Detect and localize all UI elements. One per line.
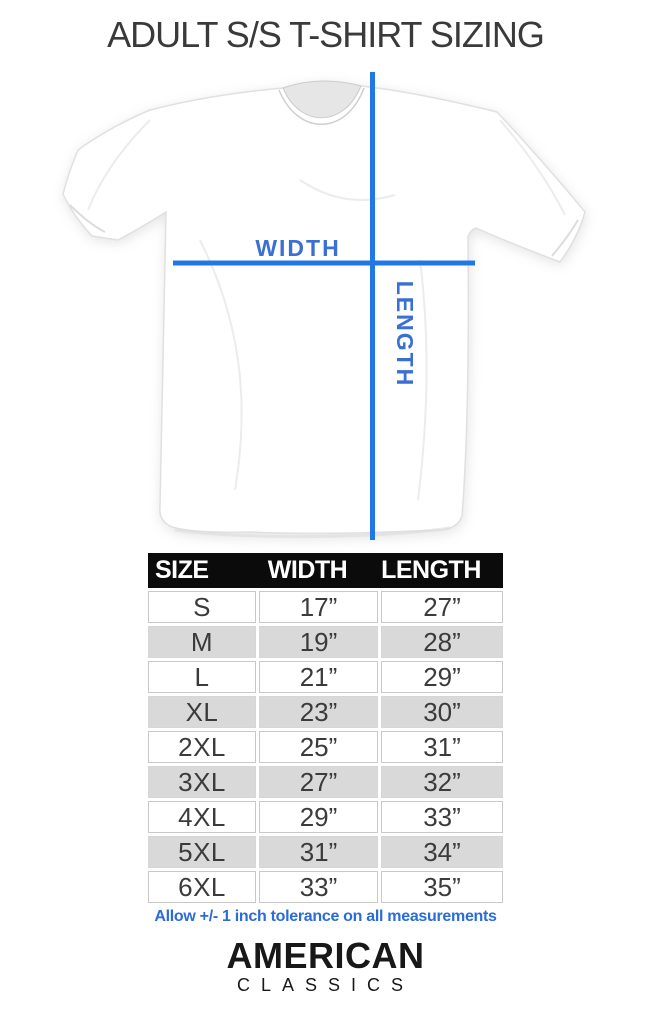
brand-name-american: AMERICAN — [226, 935, 425, 976]
length-cell: 27” — [381, 591, 503, 623]
tolerance-note: Allow +/- 1 inch tolerance on all measurements — [154, 908, 497, 925]
length-cell: 33” — [381, 801, 503, 833]
width-cell: 17” — [259, 591, 378, 623]
table-header — [148, 553, 503, 588]
size-cell: 6XL — [148, 871, 256, 903]
table-row — [148, 836, 503, 868]
size-cell: 5XL — [148, 836, 256, 868]
size-cell: 4XL — [148, 801, 256, 833]
length-cell: 35” — [381, 871, 503, 903]
tshirt-graphic — [63, 81, 585, 537]
width-label: WIDTH — [255, 235, 341, 261]
length-cell: 29” — [381, 661, 503, 693]
length-line — [370, 72, 375, 540]
size-cell: 3XL — [148, 766, 256, 798]
width-line — [173, 261, 475, 266]
width-cell: 21” — [259, 661, 378, 693]
length-label: LENGTH — [392, 280, 418, 388]
width-cell: 27” — [259, 766, 378, 798]
length-cell: 32” — [381, 766, 503, 798]
table-row — [148, 591, 503, 623]
table-row — [148, 696, 503, 728]
header-cell-width: WIDTH — [267, 556, 348, 584]
width-cell: 31” — [259, 836, 378, 868]
tshirt-svg — [0, 60, 651, 552]
brand-logo — [0, 935, 651, 995]
size-cell: 2XL — [148, 731, 256, 763]
size-table — [148, 553, 503, 903]
width-cell: 29” — [259, 801, 378, 833]
width-cell: 33” — [259, 871, 378, 903]
table-row — [148, 626, 503, 658]
width-cell: 19” — [259, 626, 378, 658]
length-cell: 28” — [381, 626, 503, 658]
table-row — [148, 801, 503, 833]
size-cell: XL — [148, 696, 256, 728]
table-row — [148, 766, 503, 798]
length-cell: 31” — [381, 731, 503, 763]
page-title: ADULT S/S T-SHIRT SIZING — [107, 14, 544, 55]
tshirt-diagram — [0, 60, 651, 552]
size-cell: M — [148, 626, 256, 658]
length-cell: 30” — [381, 696, 503, 728]
table-row — [148, 871, 503, 903]
table-body — [148, 588, 503, 903]
brand-name-classics: CLASSICS — [236, 975, 415, 995]
size-cell: L — [148, 661, 256, 693]
width-cell: 25” — [259, 731, 378, 763]
table-row — [148, 731, 503, 763]
size-cell: S — [148, 591, 256, 623]
length-cell: 34” — [381, 836, 503, 868]
header-cell-size: SIZE — [155, 556, 209, 584]
width-cell: 23” — [259, 696, 378, 728]
table-row — [148, 661, 503, 693]
header-cell-length: LENGTH — [381, 556, 481, 584]
